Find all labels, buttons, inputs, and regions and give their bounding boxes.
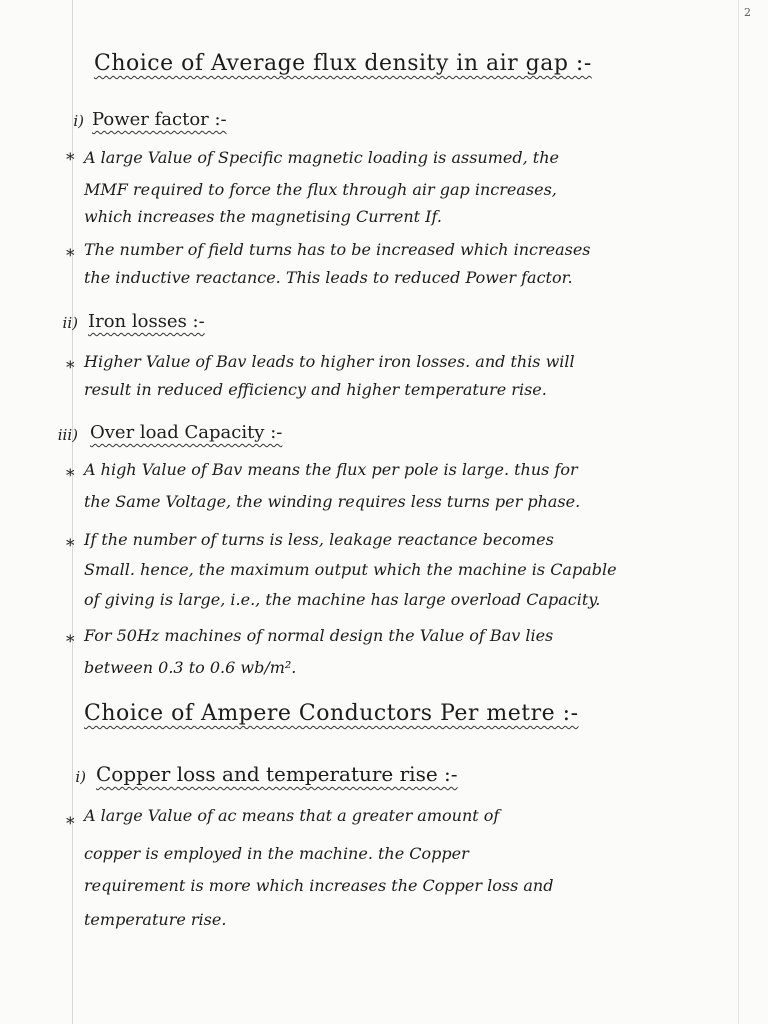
text-line: MMF required to force the flux through air gap increases, [84, 180, 557, 199]
text-line: Higher Value of Bav leads to higher iron losses. and this will [84, 352, 575, 371]
bullet: * [66, 150, 75, 170]
heading-overload-capacity: Over load Capacity :- [90, 422, 283, 443]
section-title-flux: Choice of Average flux density in air gap :- [94, 51, 592, 76]
text-line: the inductive reactance. This leads to reduced Power factor. [84, 268, 573, 287]
text-line: copper is employed in the machine. the Copper [84, 844, 469, 863]
text-line: of giving is large, i.e., the machine has large overload Capacity. [84, 590, 601, 609]
text-line: The number of field turns has to be increased which increases [84, 240, 591, 259]
text-line: the Same Voltage, the winding requires less turns per phase. [84, 492, 581, 511]
heading-copper-loss: Copper loss and temperature rise :- [96, 762, 458, 786]
text-line: temperature rise. [84, 910, 227, 929]
marker-copper-loss: i) [75, 768, 86, 786]
text-line: which increases the magnetising Current If. [84, 207, 442, 226]
text-line: A high Value of Bav means the flux per pole is large. thus for [84, 460, 578, 479]
text-line: Small. hence, the maximum output which the machine is Capable [84, 560, 617, 579]
bullet: * [66, 246, 75, 266]
text-line: A large Value of ac means that a greater amount of [84, 806, 500, 825]
text-line: A large Value of Specific magnetic loading is assumed, the [84, 148, 559, 167]
marker-power-factor: i) [73, 112, 84, 130]
bullet: * [66, 466, 75, 486]
text-line: result in reduced efficiency and higher temperature rise. [84, 380, 547, 399]
right-margin-line [738, 0, 739, 1024]
bullet: * [66, 536, 75, 556]
heading-iron-losses: Iron losses :- [88, 311, 205, 332]
bullet: * [66, 814, 75, 834]
text-line: For 50Hz machines of normal design the Value of Bav lies [84, 626, 554, 645]
bullet: * [66, 358, 75, 378]
text-line: between 0.3 to 0.6 wb/m². [84, 658, 297, 677]
bullet: * [66, 632, 75, 652]
marker-iron-losses: ii) [62, 314, 78, 332]
text-line: If the number of turns is less, leakage reactance becomes [84, 530, 554, 549]
text-line: requirement is more which increases the Copper loss and [84, 876, 554, 895]
heading-power-factor: Power factor :- [92, 109, 227, 130]
page-number: 2 [744, 6, 751, 19]
marker-overload: iii) [57, 426, 78, 444]
section-title-ampere: Choice of Ampere Conductors Per metre :- [84, 701, 579, 726]
